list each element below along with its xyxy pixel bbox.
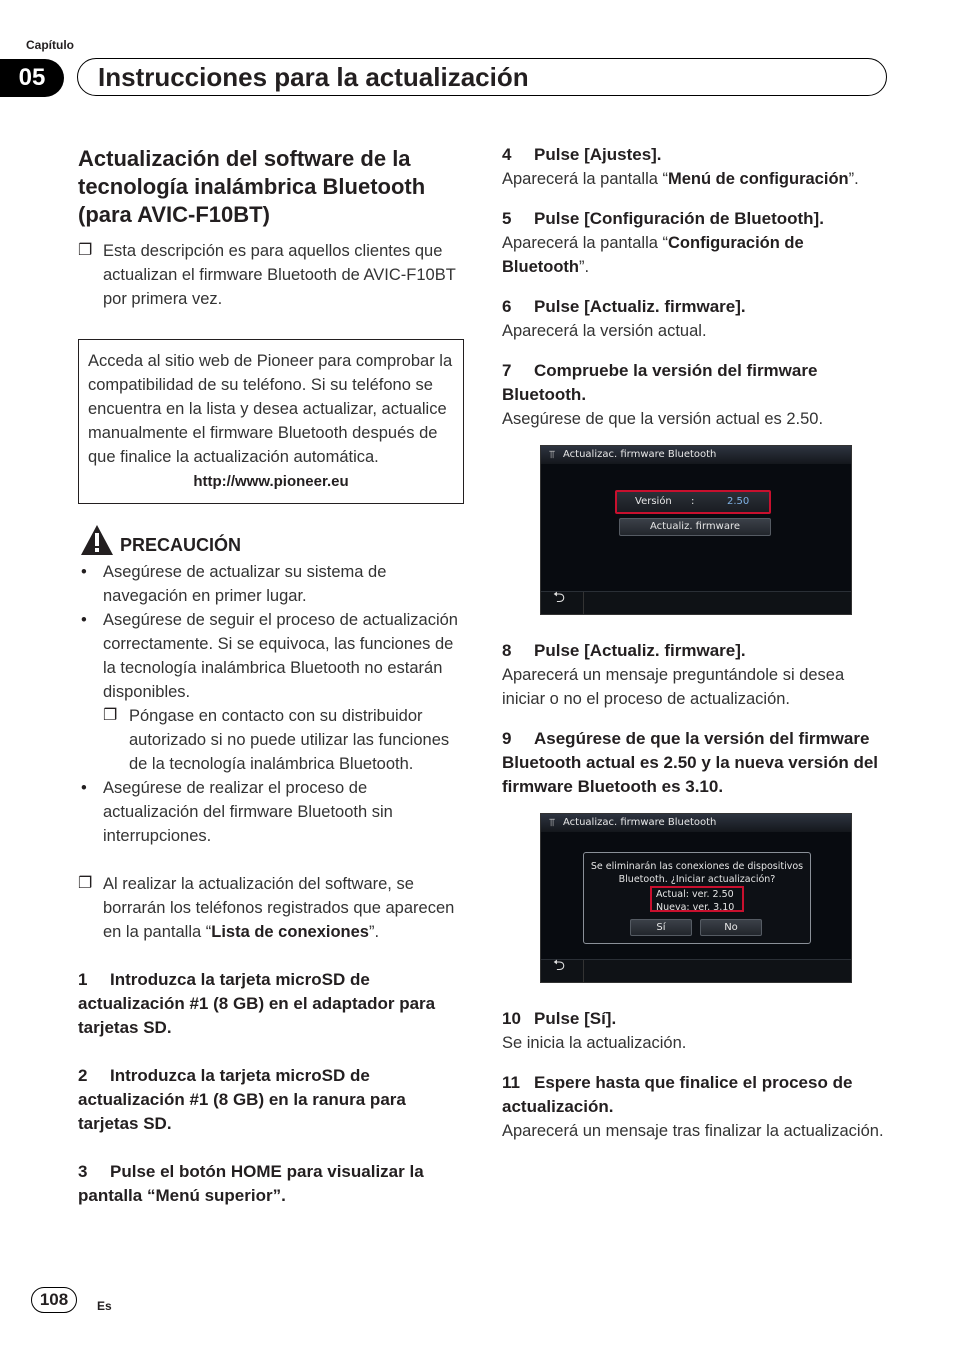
version-label: Versión: [635, 496, 672, 507]
info-box: [78, 339, 464, 504]
step-number: 9: [502, 729, 512, 748]
step-4: [502, 143, 886, 167]
screen-titlebar: [541, 814, 851, 832]
desc-text-end: ”.: [578, 258, 590, 276]
section-title: Actualización del software de la tecnología inalámbrica Bluetooth (para AVIC-F10BT): [78, 146, 426, 227]
left-column: [78, 143, 464, 1208]
step-text: Pulse [Sí].: [534, 1009, 617, 1028]
pioneer-url[interactable]: http://www.pioneer.eu: [193, 473, 349, 490]
step-number: 2: [78, 1066, 88, 1085]
dialog-message-line: Se eliminarán las conexiones de dispositivos: [590, 861, 804, 872]
screen-bottom-bar: [541, 588, 851, 614]
step-number: 4: [502, 145, 512, 164]
caution-bullet-text: Asegúrese de actualizar su sistema de navegación en primer lugar.: [103, 563, 387, 605]
right-column: [502, 143, 886, 1143]
divider: [583, 592, 584, 614]
version-separator: :: [691, 496, 695, 507]
step-number: 1: [78, 970, 88, 989]
note-text: Al realizar la actualización del software, se borrarán los teléfonos registrados que aparecen en la pantalla “: [103, 875, 455, 941]
chapter-title: Instrucciones para la actualización: [98, 62, 529, 92]
step-9: [502, 727, 886, 799]
dialog-message-line: Bluetooth. ¿Iniciar actualización?: [618, 874, 776, 885]
back-arrow-icon[interactable]: ⮌: [553, 956, 566, 974]
firmware-version-screen: [540, 445, 852, 615]
note-bold-text: Lista de conexiones: [211, 923, 369, 941]
caution-sub-note: [103, 704, 464, 776]
square-bullet-icon: ❐: [78, 242, 93, 259]
step-4-desc: [502, 167, 886, 191]
caution-bullet-3: [78, 776, 464, 848]
step-6: [502, 295, 886, 319]
desc-text: Aparecerá la pantalla “: [502, 170, 669, 188]
intro-note: [78, 239, 464, 311]
caution-bullet-1: [78, 560, 464, 608]
current-version: Actual: ver. 2.50: [656, 889, 734, 900]
pioneer-icon: ⫪: [549, 816, 556, 829]
bullet-icon: •: [81, 779, 87, 797]
step-text: Pulse [Ajustes].: [534, 145, 662, 164]
desc-bold-text: Menú de configuración: [668, 170, 849, 188]
bullet-icon: •: [81, 563, 87, 581]
caution-sub-note-text: Póngase en contacto con su distribuidor autorizado si no puede utilizar las funciones de la tecnología inalámbrica Bluetooth.: [129, 707, 450, 773]
new-version: Nueva: ver. 3.10: [656, 902, 735, 913]
step-5-desc: [502, 231, 886, 279]
square-bullet-icon: ❐: [78, 875, 93, 892]
step-5: [502, 207, 886, 231]
step-10-desc: Se inicia la actualización.: [502, 1034, 687, 1052]
note-text-end: ”.: [368, 923, 380, 941]
confirm-dialog: [583, 852, 811, 944]
step-2: [78, 1064, 464, 1136]
step-text: Pulse [Configuración de Bluetooth].: [534, 209, 824, 228]
desc-bold-text: Configuración de Bluetooth: [502, 234, 804, 276]
desc-text: Aparecerá la pantalla “: [502, 234, 669, 252]
version-compare-box: [650, 886, 744, 912]
caution-title: PRECAUCIÓN: [120, 535, 242, 555]
caution-bullet-2: [78, 608, 464, 704]
chapter-label: Capítulo: [26, 38, 74, 52]
page-number: 108: [31, 1287, 77, 1313]
language-label: Es: [97, 1299, 112, 1313]
step-number: 7: [502, 361, 512, 380]
step-number: 3: [78, 1162, 88, 1181]
desc-text-end: ”.: [848, 170, 859, 188]
screen-bottom-bar: [541, 956, 851, 982]
back-arrow-icon[interactable]: ⮌: [553, 588, 566, 606]
version-row: [615, 490, 771, 514]
caution-bullet-text: Asegúrese de realizar el proceso de actualización del firmware Bluetooth sin interrupciones.: [103, 779, 393, 845]
step-6-desc: Aparecerá la versión actual.: [502, 322, 707, 340]
step-text: Pulse el botón HOME para visualizar la pantalla “Menú superior”.: [78, 1162, 424, 1205]
step-11-desc: Aparecerá un mensaje tras finalizar la actualización.: [502, 1122, 884, 1140]
step-8: [502, 639, 886, 663]
bullet-icon: •: [81, 611, 87, 629]
step-number: 11: [502, 1073, 520, 1092]
caution-heading: [78, 524, 464, 560]
step-7: [502, 359, 886, 407]
step-text: Compruebe la versión del firmware Bluetooth.: [502, 361, 818, 404]
step-11: [502, 1071, 886, 1119]
square-bullet-icon: ❐: [103, 707, 118, 724]
screen-title: Actualizac. firmware Bluetooth: [563, 817, 717, 828]
step-7-desc: Asegúrese de que la versión actual es 2.50.: [502, 410, 824, 428]
screen-titlebar: [541, 446, 851, 464]
divider: [583, 960, 584, 982]
no-button[interactable]: No: [700, 919, 762, 936]
step-number: 8: [502, 641, 512, 660]
chapter-number: 05: [0, 59, 64, 97]
warning-triangle-icon: [80, 524, 114, 556]
step-text: Pulse [Actualiz. firmware].: [534, 641, 746, 660]
update-confirm-screen: [540, 813, 852, 983]
pioneer-icon: ⫪: [549, 448, 556, 461]
step-text: Introduzca la tarjeta microSD de actualización #1 (8 GB) en la ranura para tarjetas SD.: [78, 1066, 406, 1133]
update-firmware-button[interactable]: Actualiz. firmware: [619, 518, 771, 536]
step-number: 5: [502, 209, 512, 228]
step-number: 10: [502, 1009, 521, 1028]
step-text: Pulse [Actualiz. firmware].: [534, 297, 746, 316]
step-10: [502, 1007, 886, 1031]
step-text: Introduzca la tarjeta microSD de actualización #1 (8 GB) en el adaptador para tarjetas SD.: [78, 970, 436, 1037]
step-1: [78, 968, 464, 1040]
screen-title: Actualizac. firmware Bluetooth: [563, 449, 717, 460]
step-text: Asegúrese de que la versión del firmware Bluetooth actual es 2.50 y la nueva versión del firmware Bluetooth es 3.10.: [502, 729, 879, 796]
version-value: 2.50: [727, 496, 750, 507]
intro-note-text: Esta descripción es para aquellos clientes que actualizan el firmware Bluetooth de AVIC-F10BT por primera vez.: [103, 242, 456, 308]
step-3: [78, 1160, 464, 1208]
yes-button[interactable]: Sí: [630, 919, 692, 936]
info-box-text: Acceda al sitio web de Pioneer para comprobar la compatibilidad de su teléfono. Si su teléfono se encuentra en la lista y desea actualizar, actualice manualmente el firmware Bluetooth después de que finalice la actualización automática.: [88, 352, 453, 466]
step-8-desc: Aparecerá un mensaje preguntándole si desea iniciar o no el proceso de actualización.: [502, 666, 845, 708]
caution-bullet-text: Asegúrese de seguir el proceso de actualización correctamente. Si se equivoca, las funciones de la tecnología inalámbrica Bluetooth no estarán disponibles.: [103, 611, 458, 701]
step-text: Espere hasta que finalice el proceso de actualización.: [502, 1073, 853, 1116]
step-number: 6: [502, 297, 512, 316]
delete-phones-note: [78, 872, 464, 944]
dialog-message: [584, 860, 810, 886]
